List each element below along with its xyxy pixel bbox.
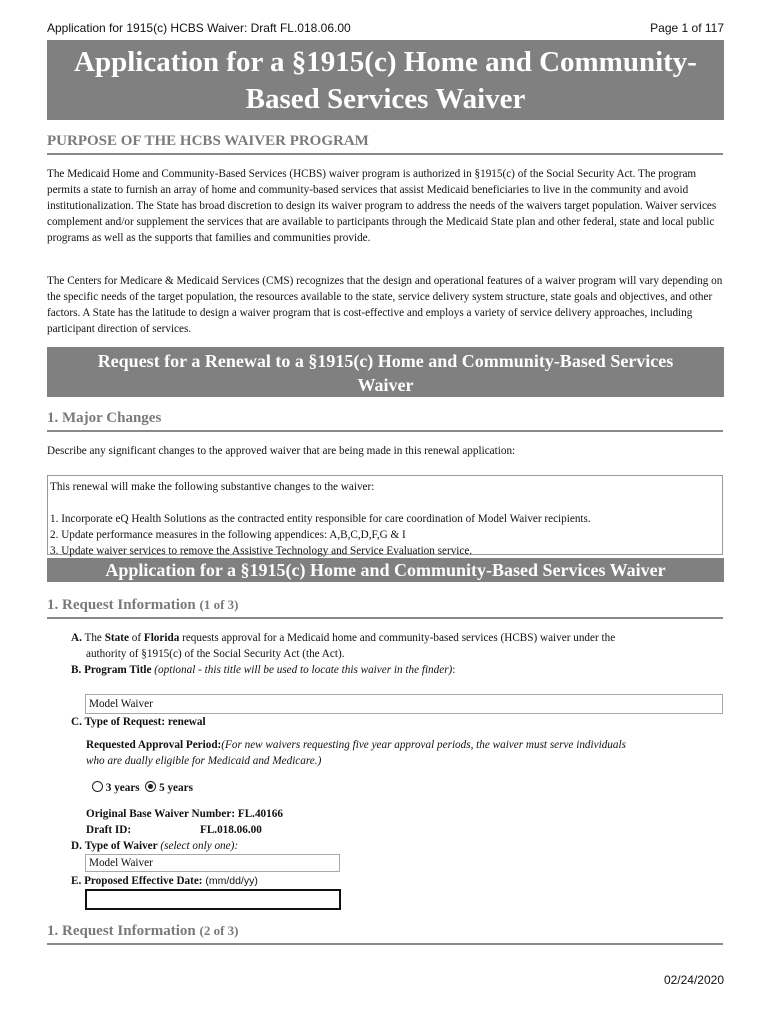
purpose-heading: PURPOSE OF THE HCBS WAIVER PROGRAM — [47, 133, 723, 155]
item-d-hint: (select only one): — [160, 840, 239, 852]
purpose-paragraph-1: The Medicaid Home and Community-Based Services (HCBS) waiver program is authorized in §1915(c) of the Social Security Act. The program permits a state to furnish an array of home and community-based services that assist Medicaid beneficiaries to live in the community and avoid institutionalization. The State has broad discretion to design its waiver program to address the needs of the waivers target population. Waiver services complement and/or supplement the services that are available to participants through the Medicaid State plan and other federal, state and local public programs as well as the supports that families and communities provide. — [47, 168, 717, 244]
purpose-paragraph-2: The Centers for Medicare & Medicaid Services (CMS) recognizes that the design and operational features of a waiver program will vary depending on the specific needs of the target population, the resources available to the state, service delivery system structure, state goals and objectives, and other factors. A State has the latitude to design a waiver program that is cost-effective and employs a variety of service delivery approaches, including participant direction of services. — [47, 275, 723, 335]
item-b — [71, 662, 455, 678]
radio-3-years[interactable] — [92, 782, 140, 794]
request-info-heading-part: (1 of 3) — [199, 597, 239, 612]
request-info-2-heading — [47, 923, 723, 945]
item-a-text1: requests approval for a Medicaid home and community-based services (HCBS) waiver under the — [182, 632, 616, 644]
major-changes-item: 3. Update waiver services to remove the Assistive Technology and Service Evaluation service. — [50, 545, 473, 557]
item-e-text: Proposed Effective Date: — [84, 875, 203, 887]
item-a-the: The — [84, 632, 102, 644]
radio-selected-icon — [145, 781, 156, 792]
item-a-state-word: State — [104, 632, 129, 644]
base-waiver-number: Original Base Waiver Number: FL.40166 — [86, 808, 283, 820]
item-e — [71, 873, 258, 889]
item-a-of: of — [131, 632, 142, 644]
major-changes-textarea[interactable] — [47, 475, 723, 555]
major-changes-item: 2. Update performance measures in the following appendices: A,B,C,D,F,G & I — [50, 529, 406, 541]
renewal-banner — [47, 347, 724, 397]
request-info-2-heading-text: 1. Request Information — [47, 923, 196, 939]
item-d-label: D. — [71, 840, 82, 852]
item-a-label: A. — [71, 632, 82, 644]
approval-period-hint2-text: who are dually eligible for Medicaid and Medicare.) — [86, 755, 322, 767]
approval-period-line1 — [86, 737, 626, 753]
item-b-label: B. — [71, 664, 82, 676]
item-c — [71, 714, 206, 730]
renewal-banner-line1: Request for a Renewal to a §1915(c) Home and Community-Based Services — [97, 351, 674, 371]
item-d-text: Type of Waiver — [84, 840, 158, 852]
item-b-title: Program Title — [84, 664, 152, 676]
draft-id-label: Draft ID: — [86, 824, 132, 836]
radio-unselected-icon — [92, 781, 103, 792]
item-a-line1 — [71, 630, 615, 646]
renewal-banner-line2: Waiver — [357, 375, 414, 395]
item-e-label: E. — [71, 875, 82, 887]
page-title — [47, 40, 724, 120]
draft-id-value: FL.018.06.00 — [200, 824, 262, 836]
item-b-hint: (optional - this title will be used to locate this waiver in the finder) — [154, 664, 453, 676]
page-number: Page 1 of 117 — [650, 21, 724, 35]
radio-5-years[interactable] — [145, 782, 193, 794]
item-d — [71, 838, 238, 854]
running-header-title: Application for 1915(c) HCBS Waiver: Draft FL.018.06.00 — [47, 21, 351, 35]
radio-5-years-label: 5 years — [159, 782, 193, 794]
approval-period-options — [92, 780, 193, 796]
item-c-text: Type of Request: renewal — [84, 716, 206, 728]
item-a-state-name: Florida — [143, 632, 180, 644]
major-changes-intro: This renewal will make the following substantive changes to the waiver: — [50, 481, 375, 493]
radio-3-years-label: 3 years — [105, 782, 140, 794]
effective-date-input[interactable] — [85, 889, 341, 910]
request-info-2-heading-part: (2 of 3) — [199, 923, 239, 938]
item-b-colon: : — [452, 664, 456, 676]
major-changes-prompt: Describe any significant changes to the approved waiver that are being made in this renewal application: — [47, 445, 516, 457]
item-a-text2: authority of §1915(c) of the Social Security Act (the Act). — [86, 648, 345, 660]
approval-period-hint2 — [86, 753, 321, 769]
program-title-field[interactable]: Model Waiver — [85, 694, 723, 714]
application-banner: Application for a §1915(c) Home and Community-Based Services Waiver — [47, 558, 724, 582]
major-changes-heading: 1. Major Changes — [47, 410, 723, 432]
request-info-heading-text: 1. Request Information — [47, 597, 196, 613]
footer-date: 02/24/2020 — [663, 973, 724, 987]
approval-period-label: Requested Approval Period: — [86, 739, 222, 751]
item-e-hint: (mm/dd/yy) — [205, 875, 258, 887]
running-header — [47, 21, 724, 35]
page-title-line1: Application for a §1915(c) Home and Community- — [74, 46, 697, 78]
approval-period-hint1: (For new waivers requesting five year approval periods, the waiver must serve individuals — [221, 739, 626, 751]
item-c-label: C. — [71, 716, 82, 728]
major-changes-item: 1. Incorporate eQ Health Solutions as the contracted entity responsible for care coordination of Model Waiver recipients. — [50, 513, 591, 525]
request-info-heading — [47, 597, 723, 619]
page-title-line2: Based Services Waiver — [245, 83, 526, 115]
waiver-type-select[interactable]: Model Waiver — [85, 854, 340, 872]
